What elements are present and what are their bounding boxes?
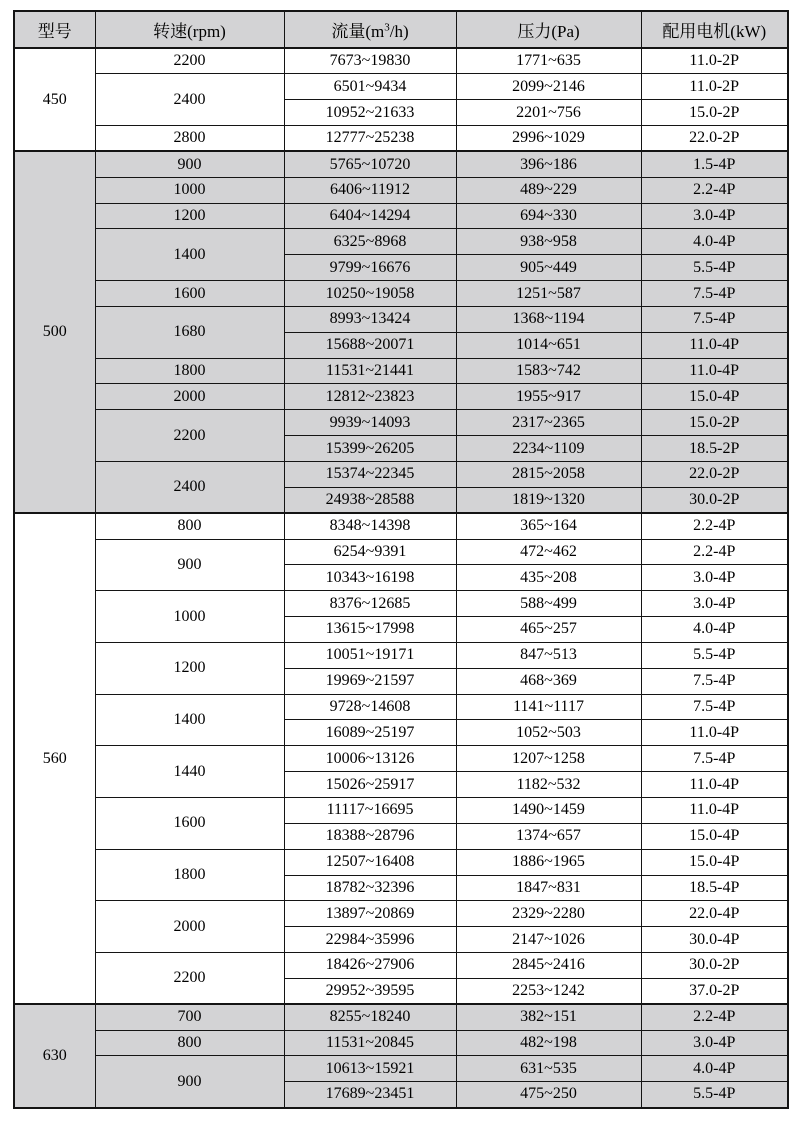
pressure-cell: 489~229 — [456, 177, 641, 203]
table-row — [14, 126, 788, 152]
flow-cell: 18388~28796 — [284, 823, 456, 849]
col-header-model: 型号 — [14, 11, 95, 48]
motor-cell: 7.5-4P — [641, 668, 788, 694]
motor-cell: 11.0-4P — [641, 332, 788, 358]
flow-cell: 16089~25197 — [284, 720, 456, 746]
rpm-cell: 1600 — [95, 797, 284, 849]
motor-cell: 18.5-2P — [641, 436, 788, 462]
rpm-cell: 1000 — [95, 177, 284, 203]
rpm-cell: 2000 — [95, 901, 284, 953]
motor-cell: 11.0-4P — [641, 772, 788, 798]
table-row — [14, 462, 788, 488]
spec-table-body — [14, 48, 788, 1108]
model-cell: 630 — [14, 1004, 95, 1107]
pressure-cell: 396~186 — [456, 151, 641, 177]
motor-cell: 11.0-4P — [641, 358, 788, 384]
motor-cell: 22.0-2P — [641, 462, 788, 488]
pressure-cell: 2996~1029 — [456, 126, 641, 152]
motor-cell: 37.0-2P — [641, 978, 788, 1004]
pressure-cell: 1182~532 — [456, 772, 641, 798]
pressure-cell: 2253~1242 — [456, 978, 641, 1004]
table-row — [14, 797, 788, 823]
pressure-cell: 1368~1194 — [456, 306, 641, 332]
motor-cell: 4.0-4P — [641, 617, 788, 643]
table-row — [14, 151, 788, 177]
motor-cell: 2.2-4P — [641, 513, 788, 539]
pressure-cell: 1847~831 — [456, 875, 641, 901]
pressure-cell: 482~198 — [456, 1030, 641, 1056]
table-row — [14, 410, 788, 436]
flow-cell: 8376~12685 — [284, 591, 456, 617]
flow-cell: 9728~14608 — [284, 694, 456, 720]
table-row — [14, 1030, 788, 1056]
rpm-cell: 2200 — [95, 410, 284, 462]
flow-cell: 29952~39595 — [284, 978, 456, 1004]
motor-cell: 18.5-4P — [641, 875, 788, 901]
table-row — [14, 48, 788, 74]
table-row — [14, 591, 788, 617]
motor-cell: 7.5-4P — [641, 281, 788, 307]
model-cell: 560 — [14, 513, 95, 1004]
flow-cell: 10952~21633 — [284, 100, 456, 126]
motor-cell: 2.2-4P — [641, 177, 788, 203]
motor-cell: 5.5-4P — [641, 255, 788, 281]
pressure-cell: 468~369 — [456, 668, 641, 694]
flow-cell: 10250~19058 — [284, 281, 456, 307]
rpm-cell: 900 — [95, 151, 284, 177]
table-row — [14, 539, 788, 565]
pressure-cell: 694~330 — [456, 203, 641, 229]
rpm-cell: 900 — [95, 539, 284, 591]
flow-cell: 13615~17998 — [284, 617, 456, 643]
rpm-cell: 1000 — [95, 591, 284, 643]
pressure-cell: 2815~2058 — [456, 462, 641, 488]
pressure-cell: 2845~2416 — [456, 953, 641, 979]
rpm-cell: 800 — [95, 513, 284, 539]
flow-cell: 11531~20845 — [284, 1030, 456, 1056]
rpm-cell: 1600 — [95, 281, 284, 307]
flow-cell: 15688~20071 — [284, 332, 456, 358]
motor-cell: 30.0-2P — [641, 487, 788, 513]
table-row — [14, 513, 788, 539]
flow-cell: 19969~21597 — [284, 668, 456, 694]
pressure-cell: 1490~1459 — [456, 797, 641, 823]
flow-cell: 15374~22345 — [284, 462, 456, 488]
motor-cell: 15.0-4P — [641, 849, 788, 875]
rpm-cell: 900 — [95, 1056, 284, 1108]
rpm-cell: 2200 — [95, 953, 284, 1005]
flow-cell: 17689~23451 — [284, 1082, 456, 1108]
pressure-cell: 588~499 — [456, 591, 641, 617]
flow-cell: 10613~15921 — [284, 1056, 456, 1082]
flow-cell: 9939~14093 — [284, 410, 456, 436]
flow-cell: 7673~19830 — [284, 48, 456, 74]
rpm-cell: 1800 — [95, 358, 284, 384]
motor-cell: 1.5-4P — [641, 151, 788, 177]
pressure-cell: 1955~917 — [456, 384, 641, 410]
table-row — [14, 177, 788, 203]
flow-cell: 8993~13424 — [284, 306, 456, 332]
motor-cell: 30.0-2P — [641, 953, 788, 979]
pressure-cell: 1886~1965 — [456, 849, 641, 875]
flow-cell: 22984~35996 — [284, 927, 456, 953]
col-header-rpm: 转速(rpm) — [95, 11, 284, 48]
pressure-cell: 2329~2280 — [456, 901, 641, 927]
motor-cell: 7.5-4P — [641, 694, 788, 720]
motor-cell: 15.0-4P — [641, 384, 788, 410]
pressure-cell: 938~958 — [456, 229, 641, 255]
pressure-cell: 1014~651 — [456, 332, 641, 358]
rpm-cell: 1440 — [95, 746, 284, 798]
motor-cell: 22.0-2P — [641, 126, 788, 152]
pressure-cell: 2201~756 — [456, 100, 641, 126]
table-row — [14, 384, 788, 410]
table-row — [14, 1004, 788, 1030]
motor-cell: 3.0-4P — [641, 591, 788, 617]
rpm-cell: 2200 — [95, 48, 284, 74]
table-row — [14, 1056, 788, 1082]
pressure-cell: 905~449 — [456, 255, 641, 281]
flow-cell: 8255~18240 — [284, 1004, 456, 1030]
flow-cell: 11117~16695 — [284, 797, 456, 823]
flow-cell: 18782~32396 — [284, 875, 456, 901]
pressure-cell: 1374~657 — [456, 823, 641, 849]
motor-cell: 30.0-4P — [641, 927, 788, 953]
motor-cell: 11.0-4P — [641, 720, 788, 746]
pressure-cell: 1052~503 — [456, 720, 641, 746]
pressure-cell: 1583~742 — [456, 358, 641, 384]
fan-spec-table — [13, 10, 789, 1109]
flow-cell: 9799~16676 — [284, 255, 456, 281]
table-row — [14, 901, 788, 927]
pressure-cell: 1819~1320 — [456, 487, 641, 513]
rpm-cell: 1200 — [95, 642, 284, 694]
rpm-cell: 1400 — [95, 229, 284, 281]
flow-cell: 12812~23823 — [284, 384, 456, 410]
motor-cell: 22.0-4P — [641, 901, 788, 927]
flow-cell: 6325~8968 — [284, 229, 456, 255]
rpm-cell: 2400 — [95, 74, 284, 126]
flow-cell: 6501~9434 — [284, 74, 456, 100]
motor-cell: 3.0-4P — [641, 565, 788, 591]
flow-cell: 10006~13126 — [284, 746, 456, 772]
motor-cell: 2.2-4P — [641, 539, 788, 565]
pressure-cell: 1141~1117 — [456, 694, 641, 720]
pressure-cell: 2317~2365 — [456, 410, 641, 436]
flow-header-superscript: 3 — [384, 21, 390, 34]
motor-cell: 11.0-2P — [641, 48, 788, 74]
pressure-cell: 1771~635 — [456, 48, 641, 74]
flow-cell: 8348~14398 — [284, 513, 456, 539]
motor-cell: 7.5-4P — [641, 746, 788, 772]
table-row — [14, 74, 788, 100]
table-row — [14, 203, 788, 229]
motor-cell: 4.0-4P — [641, 229, 788, 255]
pressure-cell: 382~151 — [456, 1004, 641, 1030]
flow-header-pre: 流量(m — [331, 22, 385, 41]
flow-cell: 18426~27906 — [284, 953, 456, 979]
pressure-cell: 365~164 — [456, 513, 641, 539]
col-header-flow — [284, 11, 456, 48]
flow-cell: 10343~16198 — [284, 565, 456, 591]
motor-cell: 7.5-4P — [641, 306, 788, 332]
pressure-cell: 472~462 — [456, 539, 641, 565]
pressure-cell: 2099~2146 — [456, 74, 641, 100]
flow-cell: 6404~14294 — [284, 203, 456, 229]
rpm-cell: 2400 — [95, 462, 284, 514]
pressure-cell: 465~257 — [456, 617, 641, 643]
motor-cell: 3.0-4P — [641, 1030, 788, 1056]
flow-cell: 5765~10720 — [284, 151, 456, 177]
flow-cell: 15026~25917 — [284, 772, 456, 798]
model-cell: 450 — [14, 48, 95, 151]
motor-cell: 5.5-4P — [641, 1082, 788, 1108]
pressure-cell: 631~535 — [456, 1056, 641, 1082]
pressure-cell: 847~513 — [456, 642, 641, 668]
table-row — [14, 642, 788, 668]
table-row — [14, 953, 788, 979]
col-header-motor: 配用电机(kW) — [641, 11, 788, 48]
table-row — [14, 694, 788, 720]
flow-cell: 15399~26205 — [284, 436, 456, 462]
flow-cell: 13897~20869 — [284, 901, 456, 927]
motor-cell: 3.0-4P — [641, 203, 788, 229]
rpm-cell: 1800 — [95, 849, 284, 901]
flow-cell: 12507~16408 — [284, 849, 456, 875]
motor-cell: 11.0-4P — [641, 797, 788, 823]
col-header-pressure: 压力(Pa) — [456, 11, 641, 48]
flow-cell: 12777~25238 — [284, 126, 456, 152]
rpm-cell: 1200 — [95, 203, 284, 229]
flow-cell: 6406~11912 — [284, 177, 456, 203]
pressure-cell: 2147~1026 — [456, 927, 641, 953]
flow-cell: 24938~28588 — [284, 487, 456, 513]
motor-cell: 2.2-4P — [641, 1004, 788, 1030]
flow-cell: 6254~9391 — [284, 539, 456, 565]
rpm-cell: 1680 — [95, 306, 284, 358]
table-row — [14, 306, 788, 332]
header-row — [14, 11, 788, 48]
rpm-cell: 700 — [95, 1004, 284, 1030]
model-cell: 500 — [14, 151, 95, 513]
motor-cell: 11.0-2P — [641, 74, 788, 100]
table-row — [14, 849, 788, 875]
motor-cell: 15.0-2P — [641, 100, 788, 126]
motor-cell: 15.0-4P — [641, 823, 788, 849]
pressure-cell: 1251~587 — [456, 281, 641, 307]
motor-cell: 4.0-4P — [641, 1056, 788, 1082]
pressure-cell: 2234~1109 — [456, 436, 641, 462]
motor-cell: 5.5-4P — [641, 642, 788, 668]
rpm-cell: 800 — [95, 1030, 284, 1056]
flow-cell: 10051~19171 — [284, 642, 456, 668]
rpm-cell: 2800 — [95, 126, 284, 152]
table-row — [14, 358, 788, 384]
pressure-cell: 1207~1258 — [456, 746, 641, 772]
table-row — [14, 281, 788, 307]
table-row — [14, 746, 788, 772]
pressure-cell: 435~208 — [456, 565, 641, 591]
rpm-cell: 1400 — [95, 694, 284, 746]
flow-header-post: /h) — [389, 22, 409, 41]
pressure-cell: 475~250 — [456, 1082, 641, 1108]
flow-cell: 11531~21441 — [284, 358, 456, 384]
table-row — [14, 229, 788, 255]
motor-cell: 15.0-2P — [641, 410, 788, 436]
rpm-cell: 2000 — [95, 384, 284, 410]
